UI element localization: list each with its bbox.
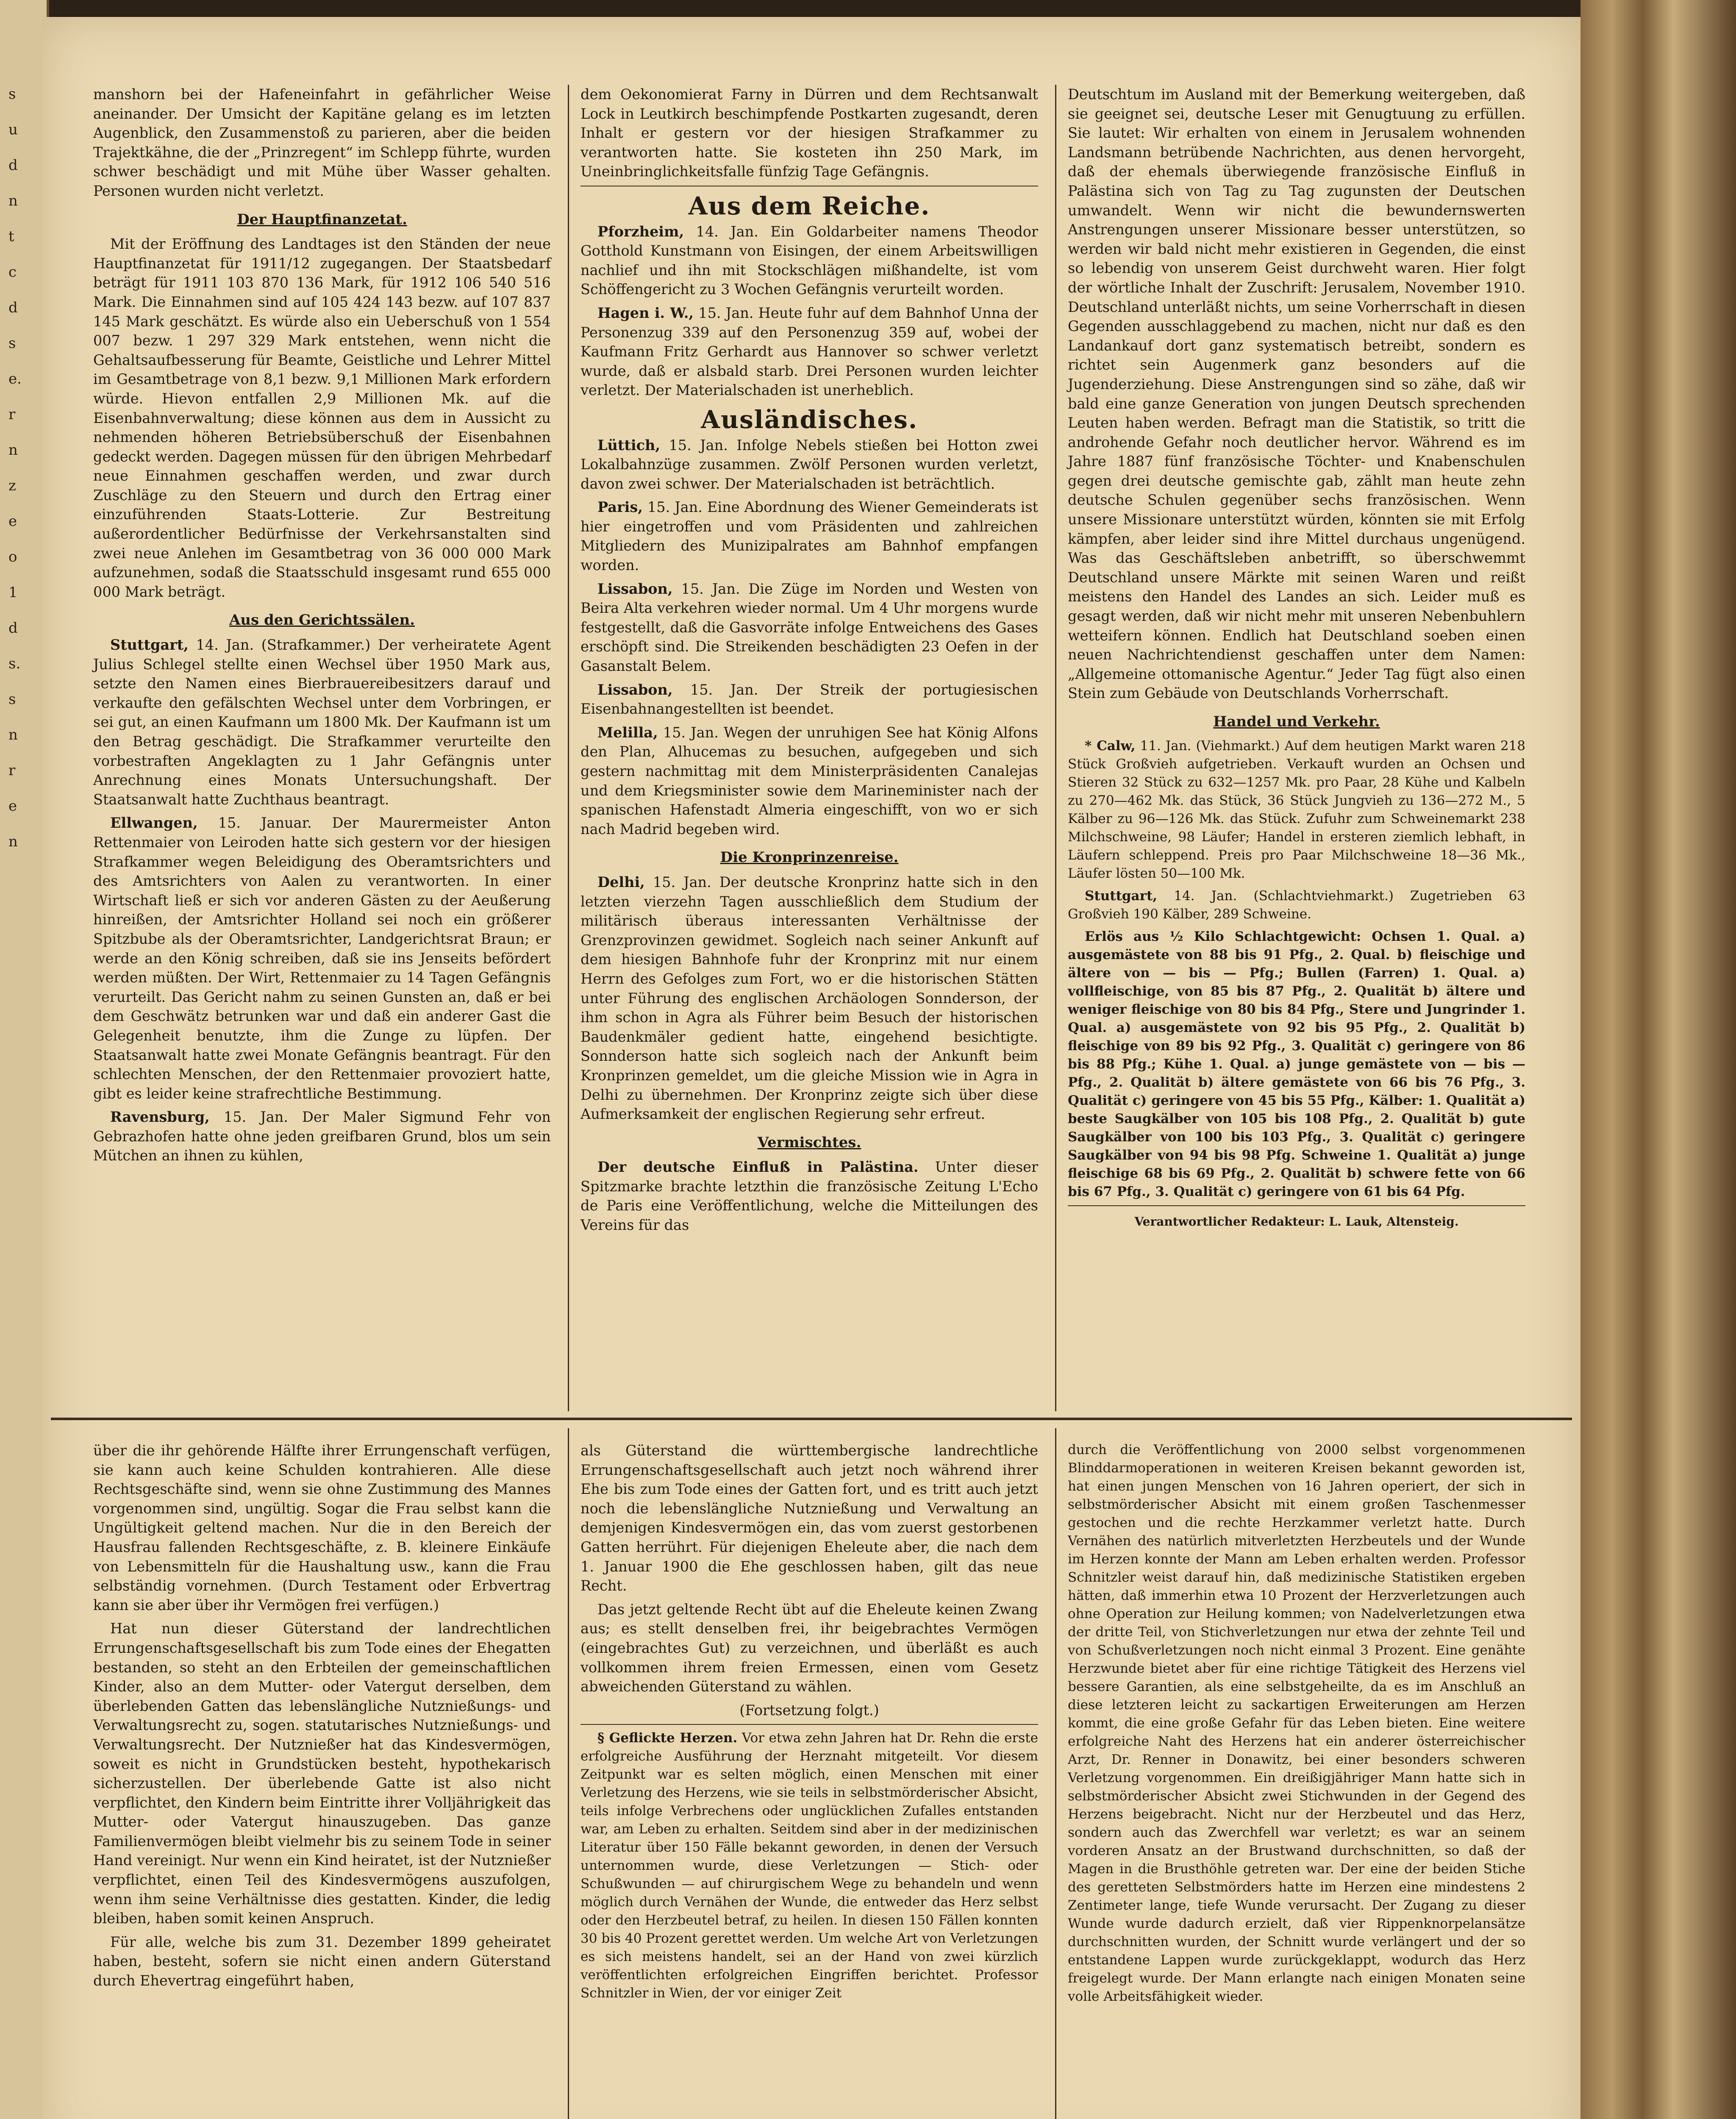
strip-letter: s	[8, 335, 16, 352]
text-strafkammer-cont: dem Oekonomierat Farny in Dürren und dem Rechtsanwalt Lock in Leutkirch beschimpfende Postkarten zugesandt, deren Inhalt er gestern vor der hiesigen Strafkammer zu verantworten hatte. Sie kosteten ihn 250 Mark, im Uneinbringlichkeitsfalle fünfzig Tage Gefängnis.	[581, 86, 1038, 180]
strip-letter: e	[8, 513, 17, 530]
column-2	[581, 85, 1038, 1239]
text-melilla: 15. Jan. Wegen der unruhigen See hat König Alfons den Plan, Alhucemas zu besuchen, aufgegeben und sich gestern nachmittag mit dem Ministerpräsidenten Canalejas und dem Kriegsminister sowie dem Marineminister nach der spanischen Hafenstadt Almeria eingeschifft, von wo er sich nach Madrid begeben wird.	[581, 724, 1038, 837]
dateline-paris: Paris,	[597, 499, 643, 516]
text-hagen: 15. Jan. Heute fuhr auf dem Bahnhof Unna der Personenzug 339 auf den Personenzug 359 auf, wobei der Kaufmann Fritz Gerhardt aus Hannover so schwer verletzt wurde, daß er alsbald starb. Drei Personen wurden leichter verletzt. Der Materialschaden ist unerheblich.	[581, 304, 1038, 399]
text-pforzheim: 14. Jan. Ein Goldarbeiter namens Theodor Gotthold Kunstmann von Eisingen, der einem Arbeitswilligen nachlief und ihn mit Stockschlägen mißhandelte, ist vom Schöffengericht zu 3 Wochen Gefängnis verurteilt worden.	[581, 223, 1038, 298]
page-section-divider	[51, 1418, 1572, 1420]
dateline-ellwangen: Ellwangen,	[110, 815, 198, 831]
bottom-text-3a: durch die Veröffentlichung von 2000 selbst vorgenommenen Blinddarmoperationen in weiteren Kreisen bekannt geworden ist, hat einen jungen Menschen von 16 Jahren operiert, der sich in selbstmörderischer Absicht mit einem großen Taschenmesser gestochen und die rechte Herzkammer verletzt hatte. Durch Vernähen des natürlich mitverletzten Herzbeutels und der Wunde im Herzen konnte der Mann am Leben erhalten werden. Professor Schnitzler weist darauf hin, daß medizinische Statistiken ergeben hätten, daß immerhin etwa 10 Prozent der Herzverletzungen auch ohne Operation zur Heilung kommen; von Nadelverletzungen etwa der dritte Teil, von Stichverletzungen nur etwa der zehnte Teil und von Schußverletzungen noch nicht einmal 3 Prozent. Eine genähte Herzwunde bietet aber für eine richtige Tätigkeit des Herzens viel bessere Garantien, als eine selbstgeheilte, da es im Anschluß an diese letzteren leicht zu sackartigen Erweiterungen am Herzen kommt, die eine große Gefahr für das Leben bieten. Eine weitere erfolgreiche Naht des Herzens hat ein anderer österreichischer Arzt, Dr. Renner in Donawitz, bei einer besonders schweren Verletzung vorgenommen. Ein dreißigjähriger Mann hatte sich in selbstmörderischer Absicht zwei Stichwunden in der Gegend des Herzens beigebracht. Nicht nur der Herzbeutel und das Herz, sondern auch das Zwerchfell war verletzt; es war an seinem vorderen Ansatz an der Brustwand durchschnitten, so daß der Magen in die Brusthöhle getreten war. Der eine der beiden Stiche des geretteten Selbstmörders hatte im Herzen eine mindestens 2 Zentimeter lange, tiefe Wunde verursacht. Der Zugang zu dieser Wunde wurde dadurch erzielt, daß vier Rippenknorpelansätze durchschnitten wurden, der Schnitt wurde verlängert und der so entstandene Lappen wurde zurückgeklappt, wodurch das Herz freigelegt wurde. Der Mann erlangte nach einigen Monaten seine volle Arbeitsfähigkeit wieder.	[1068, 1442, 1525, 2004]
heading-aus-dem-reiche: Aus dem Reiche.	[688, 191, 930, 220]
strip-letter: e	[8, 798, 17, 815]
dateline-delhi: Delhi,	[597, 873, 645, 890]
market-prices: Erlös aus ½ Kilo Schlachtgewicht: Ochsen 1. Qual. a) ausgemästete von 88 bis 91 Pfg., 2. Qual. b) fleischige und ältere von — bis — Pfg.; Bullen (Farren) 1. Qual. a) vollfleischige, von 85 bis 87 Pfg., 2. Qualität b) ältere und weniger fleischige von 80 bis 84 Pfg., Stere und Jungrinder 1. Qual. a) ausgemästete von 92 bis 95 Pfg., 2. Qualität b) fleischige von 89 bis 92 Pfg., 3. Qualität c) geringere von 86 bis 88 Pfg.; Kühe 1. Qual. a) junge gemästete von — bis — Pfg., 2. Qualität b) ältere gemästete von 66 bis 76 Pfg., 3. Qualität c) geringere von 45 bis 55 Pfg., Kälber: 1. Qualität a) beste Saugkälber von 105 bis 108 Pfg., 2. Qualität b) gute Saugkälber von 100 bis 103 Pfg., 3. Qualität c) geringere Saugkälber von 94 bis 98 Pfg. Schweine 1. Qualität a) junge fleischige 68 bis 69 Pfg., 2. Qualität b) schwere fette von 66 bis 67 Pfg., 3. Qualität c) geringere von 61 bis 64 Pfg.	[1068, 929, 1525, 1199]
strip-letter: c	[8, 264, 17, 281]
bottom-text-1b: Hat nun dieser Güterstand der landrechtlichen Errungenschaftsgesellschaft bis zum Tode eines der Ehegatten bestanden, so steht an den Erbteilen der gemeinschaftlichen Kinder, also an dem Mutter- oder Vatergut derselben, dem überlebenden Gatten das lebenslängliche Nutznießungs- und Verwaltungsrecht zu, sogen. statutarisches Nutznießungs- und Verwaltungsrecht. Der Nutznießer hat das Kindesvermögen, soweit es nicht in Grundstücken besteht, hypothekarisch sicherzustellen. Der überlebende Gatte ist also nicht verpflichtet, den Kindern beim Eintritte ihrer Volljährigkeit das Mutter- oder Vatergut hinauszugeben. Das ganze Familienvermögen bleibt vielmehr bis zu seinem Tode in seiner Hand vereinigt. Nur wenn ein Kind heiratet, ist der Nutznießer verpflichtet, einen Teil des Kindesvermögens auszufolgen, wenn ihm seine Verhältnisse dies gestatten. Kinder, die ledig bleiben, haben somit keinen Anspruch.	[93, 1620, 551, 1927]
column-3	[1068, 85, 1525, 1231]
article-hagen	[581, 303, 1038, 400]
article-einfluss	[581, 1157, 1038, 1235]
editor-note: Verantwortlicher Redakteur: L. Lauk, Altensteig.	[1134, 1214, 1459, 1229]
column-1	[93, 85, 551, 1170]
dateline-ravensburg: Ravensburg,	[110, 1109, 210, 1126]
article-delhi	[581, 873, 1038, 1124]
strip-letter: s	[8, 691, 16, 708]
section-rule	[1068, 1205, 1525, 1206]
strip-letter: d	[8, 299, 18, 316]
heading-vermischtes: Vermischtes.	[757, 1134, 861, 1151]
article-ravensburg	[93, 1107, 551, 1165]
article-paris	[581, 498, 1038, 575]
intro-paragraph: manshorn bei der Hafeneinfahrt in gefährlicher Weise aneinander. Der Umsicht der Kapitäne gelang es im letzten Augenblick, den Zusammenstoß zu parieren, aber die beiden Trajektkähne, die der „Prinzregent“ im Schlepp führte, wurden schwer beschädigt und mit Mühe über Wasser gehalten. Personen wurden nicht verletzt.	[93, 86, 551, 199]
strip-letter: r	[8, 406, 16, 423]
continuation-note: (Fortsetzung folgt.)	[739, 1702, 879, 1719]
bottom-column-1	[93, 1441, 551, 1995]
column-divider	[1055, 85, 1056, 1411]
adjacent-page-strip	[0, 0, 49, 2119]
column-divider	[1055, 1428, 1056, 2119]
dateline-lissabon-1: Lissabon,	[597, 580, 673, 597]
strip-letter: s.	[8, 655, 21, 672]
strip-letter: u	[8, 121, 18, 138]
dateline-calw: * Calw,	[1085, 738, 1136, 754]
text-paris: 15. Jan. Eine Abordnung des Wiener Gemeinderats ist hier eingetroffen und vom Präsidenten und zahlreichen Mitgliedern des Munizipalrates am Bahnhof empfangen worden.	[581, 499, 1038, 574]
strip-letter: 1	[8, 584, 18, 601]
headline-geflickte-herzen: § Geflickte Herzen.	[597, 1730, 738, 1746]
section-rule	[581, 1724, 1038, 1725]
article-lissabon-1	[581, 579, 1038, 676]
text-ellwangen: 15. Januar. Der Maurermeister Anton Rettenmaier von Leiroden hatte sich gestern vor der hiesigen Strafkammer wegen Beleidigung des Oberamtsrichters und des Amtsrichters von Aalen zu verantworten. In einer Wirtschaft ließ er sich vor anderen Gästen zu der Aeußerung hinreißen, der Amtsrichter Holland sei noch ein größerer Spitzbube als der Oberamtsrichter, Landgerichtsrat Braun; er werde an den König schreiben, daß sie ins Jenseits befördert werden müßten. Der Wirt, Rettenmaier zu 14 Tagen Gefängnis verurteilt. Das Gericht nahm zu seinen Gunsten an, daß er bei dem Geschwätz betrunken war und daß ein anderer Gast die Gelegenheit benutzte, ihm die Zunge zu lüpfen. Der Staatsanwalt hatte zwei Monate Gefängnis beantragt. Für den schlechten Menschen, der den Rettenmaier provoziert hatte, gibt es leider keine strafrechtliche Bestimmung.	[93, 815, 551, 1102]
dateline-lissabon-2: Lissabon,	[597, 681, 673, 698]
strip-letter: r	[8, 762, 16, 779]
text-einfluss-cont: Deutschtum im Ausland mit der Bemerkung weitergeben, daß sie geeignet sei, deutsche Leser mit Genugtuung zu erfüllen. Sie lautet: Wir erhalten von einem in Jerusalem wohnenden Landsmann betrübende Nachrichten, aus denen hervorgeht, daß der ehemals überwiegende französische Einfluß in Palästina sich von Tag zu Tag zugunsten der Deutschen umwandelt. Wenn wir nicht die bewundernswerten Anstrengungen unserer Missionare besser unterstützen, so werden wir bald nicht mehr existieren in Gegenden, die einst so lebendig von unserem Geist durchweht waren. Hier folgt der wörtliche Inhalt der Zuschrift: Jerusalem, November 1910. Deutschland unterläßt nichts, um seine Vorherrschaft in diesen Gegenden ausschlaggebend zu machen, nicht nur daß es den Landankauf dort ganz systematisch betreibt, sondern es richtet sein Augenmerk ganz besonders auf die Jugenderziehung. Diese Anstrengungen sind so zähe, daß wir bald eine ganze Generation von jungen Deutsch sprechenden Leuten haben werden. Befragt man die Statistik, so tritt die androhende Gefahr noch deutlicher hervor. Während es im Jahre 1887 fünf französische Töchter- und Knabenschulen gegen drei deutsche gemischte gab, zählt man heute zehn deutsche Schulen gegenüber sechs französischen. Wenn unsere Missionare unterstützt würden, könnten sie mit Erfolg kämpfen, aber leider sind ihre Mittel durchaus ungenügend. Was das Geschäftsleben anbetrifft, so überschwemmt Deutschland unsere Märkte mit seinen Waren und reißt meistens den Handel des Landes an sich. Leider muß es gesagt werden, daß wir nicht mehr mit unseren Nebenbuhlern wetteifern können. Endlich hat Deutschland soeben einen neuen Nachrichtendienst geschaffen unter dem Namen: „Allgemeine ottomanische Agentur.“ Jeder Tag fügt also einen Stein zum Gebäude von Deutschlands Vorherrschaft.	[1068, 86, 1525, 702]
dateline-hagen: Hagen i. W.,	[597, 304, 694, 321]
heading-kronprinzenreise: Die Kronprinzenreise.	[720, 849, 899, 866]
strip-letter: d	[8, 620, 18, 637]
dateline-melilla: Melilla,	[597, 724, 658, 741]
heading-gerichtssaelen: Aus den Gerichtssälen.	[229, 612, 415, 629]
article-luettich	[581, 436, 1038, 494]
strip-letter: z	[8, 477, 16, 494]
article-stuttgart-markt	[1068, 887, 1525, 923]
heading-auslaendisches: Ausländisches.	[700, 405, 918, 434]
article-calw	[1068, 737, 1525, 883]
text-ravensburg: 15. Jan. Der Maler Sigmund Fehr von Gebrazhofen hatte ohne jeden greifbaren Grund, blos um sein Mütchen an ihnen zu kühlen,	[93, 1109, 551, 1164]
bottom-column-3	[1068, 1441, 1525, 2010]
article-ellwangen	[93, 813, 551, 1103]
text-geflickte-herzen: Vor etwa zehn Jahren hat Dr. Rehn die erste erfolgreiche Ausführung der Herznaht mitgeteilt. Vor diesem Zeitpunkt war es selten möglich, einen Menschen mit einer Verletzung des Herzens, wie sie teils in selbstmörderischer Absicht, teils infolge Verbrechens oder unglücklichen Zufalles entstanden war, am Leben zu erhalten. Seitdem sind aber in der medizinischen Literatur über 150 Fälle bekannt geworden, in denen der Versuch unternommen wurde, diese Verletzungen — Stich- oder Schußwunden — auf chirurgischem Wege zu behandeln und wenn möglich durch Vernähen der Wunde, die entweder das Herz selbst oder den Herzbeutel betraf, zu heilen. In diesen 150 Fällen konnten 30 bis 40 Prozent gerettet werden. Um welche Art von Verletzungen es sich meistens handelt, sei an der Hand von zwei kürzlich veröffentlichten erfolgreichen Eingriffen berichtet. Professor Schnitzler in Wien, der vor einiger Zeit	[581, 1730, 1039, 2001]
column-divider	[568, 1428, 569, 2119]
article-melilla	[581, 723, 1038, 839]
text-luettich: 15. Jan. Infolge Nebels stießen bei Hotton zwei Lokalbahnzüge zusammen. Zwölf Personen wurden verletzt, davon zwei schwer. Der Materialschaden ist beträchtlich.	[581, 437, 1038, 492]
bottom-text-2a: als Güterstand die württembergische landrechtliche Errungenschaftsgesellschaft auch jetzt noch während ihrer Ehe bis zum Tode eines der Gatten fort, und es tritt auch jetzt noch die lebenslängliche Nutznießung und Verwaltung an demjenigen Kindesvermögen ein, das vom zuerst gestorbenen Gatten herrührt. Für diejenigen Eheleute aber, die nach dem 1. Januar 1900 die Ehe geschlossen haben, gilt das neue Recht.	[581, 1442, 1038, 1594]
heading-handel-verkehr: Handel und Verkehr.	[1213, 713, 1380, 730]
book-binding-edge	[1580, 0, 1736, 2119]
strip-letter: d	[8, 157, 18, 174]
heading-hauptfinanzetat: Der Hauptfinanzetat.	[237, 211, 407, 228]
strip-letter: e.	[8, 370, 22, 387]
text-lissabon-2: 15. Jan. Der Streik der portugiesischen Eisenbahnangestellten ist beendet.	[581, 681, 1038, 717]
strip-letter: n	[8, 192, 18, 209]
text-einfluss: Unter dieser Spitzmarke brachte letzthin die französische Zeitung L'Echo de Paris eine Veröffentlichung, welche die Mitteilungen des Vereins für das	[581, 1159, 1038, 1234]
column-divider	[568, 85, 569, 1411]
article-pforzheim	[581, 222, 1038, 299]
text-stuttgart-markt: 14. Jan. (Schlachtviehmarkt.) Zugetrieben 63 Großvieh 190 Kälber, 289 Schweine.	[1068, 888, 1525, 922]
strip-letter: t	[8, 228, 14, 245]
dateline-stuttgart-markt: Stuttgart,	[1085, 888, 1158, 904]
strip-letter: o	[8, 548, 17, 565]
bottom-text-1c: Für alle, welche bis zum 31. Dezember 1899 geheiratet haben, besteht, sofern sie nicht einen andern Güterstand durch Ehevertrag eingeführt haben,	[93, 1933, 551, 1989]
text-lissabon-1: 15. Jan. Die Züge im Norden und Westen von Beira Alta verkehren wieder normal. Um 4 Uhr morgens wurde festgestellt, daß die Gasvorräte infolge Entweichens des Gases erschöpft sind. Die Streikenden beschädigten 23 Oefen in der Gasanstalt Belem.	[581, 580, 1038, 675]
article-lissabon-2	[581, 680, 1038, 719]
adjacent-page-letters	[8, 76, 34, 859]
strip-letter: n	[8, 833, 18, 850]
strip-letter: s	[8, 86, 16, 103]
headline-einfluss: Der deutsche Einfluß in Palästina.	[597, 1159, 919, 1176]
article-geflickte-herzen	[581, 1729, 1038, 2002]
article-hauptfinanzetat: Mit der Eröffnung des Landtages ist den Ständen der neue Hauptfinanzetat für 1911/12 zugegangen. Der Staatsbedarf beträgt für 1911 103 870 136 Mark, für 1912 106 540 516 Mark. Die Einnahmen sind auf 105 424 143 bezw. auf 107 837 145 Mark geschätzt. Es würde also ein Ueberschuß von 1 554 007 bezw. 1 297 329 Mark entstehen, wenn nicht die Gehaltsaufbesserung für Beamte, Geistliche und Lehrer Mittel im Gesamtbetrage von 8,1 bezw. 9,1 Millionen Mark erfordern würde. Hievon entfallen 2,9 Millionen Mk. auf die Eisenbahnverwaltung; diese können aus dem in Aussicht zu nehmenden höheren Betriebsüberschuß der Eisenbahnen gedeckt werden. Dagegen müssen für den übrigen Mehrbedarf neue Einnahmen geschaffen werden, und zwar durch Zuschläge zu den Steuern und durch den Ertrag einer einzuführenden Staats-Lotterie. Zur Bestreitung außerordentlicher Bedürfnisse der Verkehrsanstalten sind zwei neue Anlehen im Gesamtbetrag von 36 000 000 Mark aufzunehmen, sodaß die Staatsschuld insgesamt rund 655 000 000 Mark beträgt.	[93, 236, 551, 600]
text-stuttgart: 14. Jan. (Strafkammer.) Der verheiratete Agent Julius Schlegel stellte einen Wechsel über 1950 Mark aus, setzte den Namen eines Bierbrauereibesitzers darauf und verkaufte den gefälschten Wechsel unter dem Vorbringen, er sei gut, an einen Kaufmann um 1800 Mk. Der Kaufmann ist um den Betrag geschädigt. Die Strafkammer verurteilte den vorbestraften Angeklagten zu 1 Jahr Gefängnis unter Anrechnung eines Monats Untersuchungshaft. Der Staatsanwalt hatte Zuchthaus beantragt.	[93, 637, 551, 808]
bottom-text-1a: über die ihr gehörende Hälfte ihrer Errungenschaft verfügen, sie kann auch keine Schulden kontrahieren. Alle diese Rechtsgeschäfte sind, wenn sie ohne Zustimmung des Mannes vorgenommen sind, ungültig. Sogar die Frau selbst kann die Ungültigkeit geltend machen. Nur die in den Bereich der Hausfrau fallenden Rechtsgeschäfte, z. B. kleinere Einkäufe von Lebensmitteln für die Haushaltung usw., kann die Frau selbständig vornehmen. (Durch Testament oder Erbvertrag kann sie aber über ihr Vermögen frei verfügen.)	[93, 1442, 551, 1613]
strip-letter: n	[8, 726, 18, 743]
dateline-stuttgart: Stuttgart,	[110, 637, 189, 653]
dateline-luettich: Lüttich,	[597, 437, 661, 453]
bottom-column-2	[581, 1441, 1038, 2007]
strip-letter: n	[8, 442, 18, 459]
newspaper-page	[42, 17, 1580, 2119]
article-stuttgart	[93, 635, 551, 809]
text-calw: 11. Jan. (Viehmarkt.) Auf dem heutigen Markt waren 218 Stück Großvieh aufgetrieben. Verkauft wurden an Ochsen und Stieren 32 Stück zu 632—1257 Mk. pro Paar, 28 Kühe und Kalbeln zu 270—462 Mk. das Stück, 36 Stück Jungvieh zu 136—272 M., 5 Kälber zu 96—126 Mk. das Stück. Zufuhr zum Schweinemarkt 238 Milchschweine, 98 Läufer; Handel in ersteren ziemlich lebhaft, in Läufern schleppend. Preis pro Paar Milchschweine 18—36 Mk., Läufer lösten 50—100 Mk.	[1068, 738, 1525, 881]
text-delhi: 15. Jan. Der deutsche Kronprinz hatte sich in den letzten vierzehn Tagen ausschließlich dem Studium der militärisch überaus interessanten Verhältnisse der Grenzprovinzen gewidmet. Sogleich nach seiner Ankunft auf dem hiesigen Bahnhofe fuhr der Kronprinz mit nur einem Herrn des Gefolges zum Fort, wo er die historischen Stätten unter Führung des englischen Archäologen Sonnderson, der ihm schon in Agra als Führer beim Besuch der historischen Baudenkmäler gedient hatte, eingehend besichtigte. Sonnderson hatte sich sogleich nach der Ankunft beim Kronprinzen gemeldet, um die gleiche Mission wie in Agra in Delhi zu übernehmen. Der Kronprinz zeigte sich über diese Aufmerksamkeit der englischen Regierung sehr erfreut.	[581, 873, 1039, 1123]
bottom-text-2b: Das jetzt geltende Recht übt auf die Eheleute keinen Zwang aus; es stellt denselben frei, ihr beigebrachtes Vermögen (eingebrachtes Gut) zu verzeichnen, und überläßt es auch vollkommen ihrem freien Ermessen, einen vom Gesetz abweichenden Güterstand zu wählen.	[581, 1601, 1038, 1695]
dateline-pforzheim: Pforzheim,	[597, 223, 684, 240]
